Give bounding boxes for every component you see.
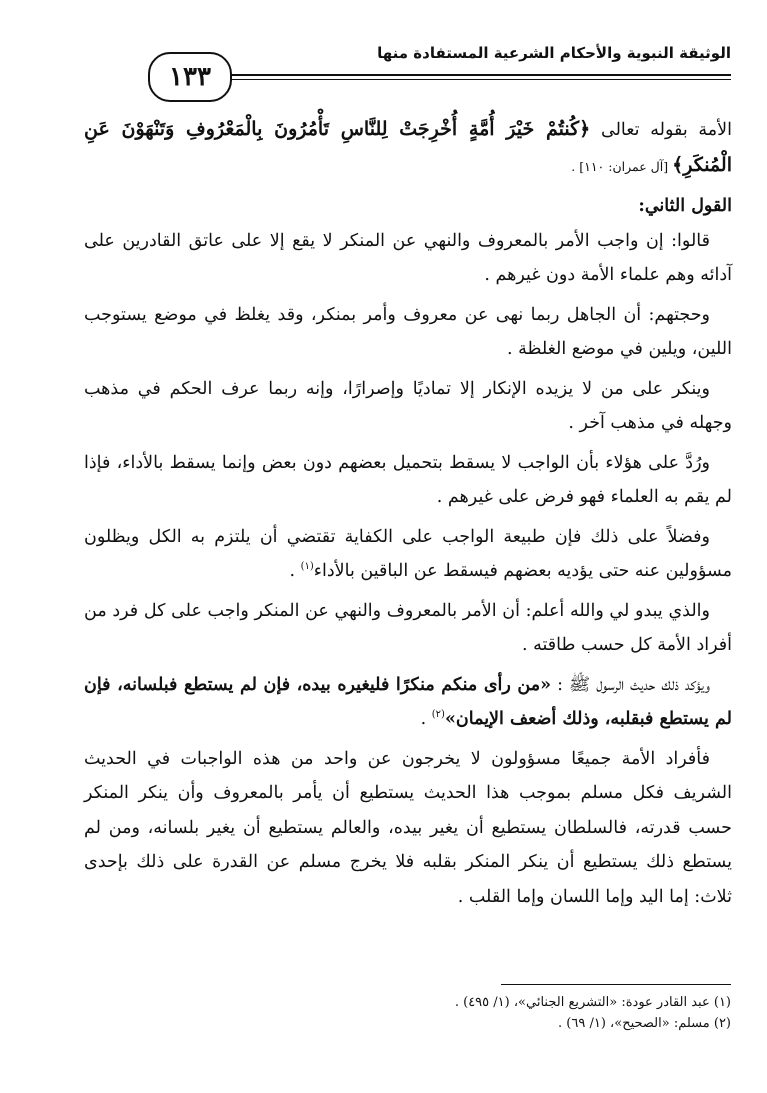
paragraph-6 (84, 520, 732, 589)
paragraph-verse (84, 112, 732, 184)
paragraph-8-end: . (420, 709, 432, 729)
paragraph-6-end: . (289, 561, 301, 581)
body-text (84, 112, 732, 914)
footnote-2: (٢) مسلم: «الصحيح»، (١/ ٦٩) . (558, 1016, 731, 1031)
verse-intro: الأمة بقوله تعالى (590, 120, 733, 140)
hadith-text: «من رأى منكم منكرًا فليغيره بيده، فإن لم يستطع فبلسانه، فإن لم يستطع فبقلبه، وذلك أضعف الإيمان» (84, 674, 732, 729)
header-rule (222, 74, 731, 76)
page-number: ١٣٣ (169, 62, 211, 92)
paragraph-4: وينكر على من لا يزيده الإنكار إلا تماديًا وإصرارًا، وإنه ربما عرف الحكم في مذهب وجهله في مذهب آخر . (84, 378, 732, 433)
footnote-rule (501, 984, 731, 985)
paragraph-6-text: وفضلاً على ذلك فإن طبيعة الواجب على الكفاية تقتضي أن يلتزم به الكل ويظلون مسؤولين عنه حتى يؤديه بعضهم فيسقط عن الباقين بالأداء (84, 526, 732, 581)
paragraph-8 (84, 668, 732, 737)
paragraph-5: ورُدَّ على هؤلاء بأن الواجب لا يسقط بتحميل بعضهم دون بعض وإنما يسقط بالأداء، فإذا لم يقم به العلماء فهو فرض على غيرهم . (84, 452, 732, 507)
footnote-1: (١) عبد القادر عودة: «التشريع الجنائي»، (١/ ٤٩٥) . (454, 995, 731, 1010)
footnote-marker-1: (١) (300, 561, 314, 573)
paragraph-3: وحجتهم: أن الجاهل ربما نهى عن معروف وأمر بمنكر، وقد يغلظ في موضع يستوجب اللين، ويلين في موضع الغلظة . (84, 304, 732, 359)
footnote-marker-2: (٢) (431, 709, 445, 721)
verse-reference: [آل عمران: ١١٠] . (571, 158, 673, 174)
running-title: الوثيقة النبوية والأحكام الشرعية المستفادة منها (377, 44, 731, 62)
paragraph-9: فأفراد الأمة جميعًا مسؤولون لا يخرجون عن واحد من هذه الواجبات في الحديث الشريف فكل مسلم بموجب هذا الحديث يستطيع أن يأمر بالمعروف وأن ينكر المنكر حسب قدرته، فالسلطان يستطيع أن يغير بيده، والعالم يستطيع أن يغير بلسانه، ومن لم يستطع ذلك يستطيع أن ينكر المنكر بقلبه فلا يخرج مسلم عن القدرة على ذلك بإحدى ثلاث: إما اليد وإما اللسان وإما القلب . (84, 748, 732, 907)
paragraph-2: قالوا: إن واجب الأمر بالمعروف والنهي عن المنكر لا يقع إلا على عاتق القادرين على آدائه وهم علماء الأمة دون غيرهم . (84, 230, 732, 285)
header-rule-thin (222, 79, 731, 80)
quran-verse: ﴿كُنتُمْ خَيْرَ أُمَّةٍ أُخْرِجَتْ لِلنَّاسِ تَأْمُرُونَ بِالْمَعْرُوفِ وَتَنْهَوْنَ عَنِ الْمُنكَرِ﴾ (84, 118, 732, 176)
section-heading: القول الثاني: (638, 196, 732, 216)
footnotes (131, 992, 731, 1034)
paragraph-7: والذي يبدو لي والله أعلم: أن الأمر بالمعروف والنهي عن المنكر واجب على كل فرد من أفراد الأمة كل حسب طاقته . (84, 600, 732, 655)
hadith-intro: ويؤكد ذلك حديث الرسول ﷺ : (551, 674, 710, 695)
